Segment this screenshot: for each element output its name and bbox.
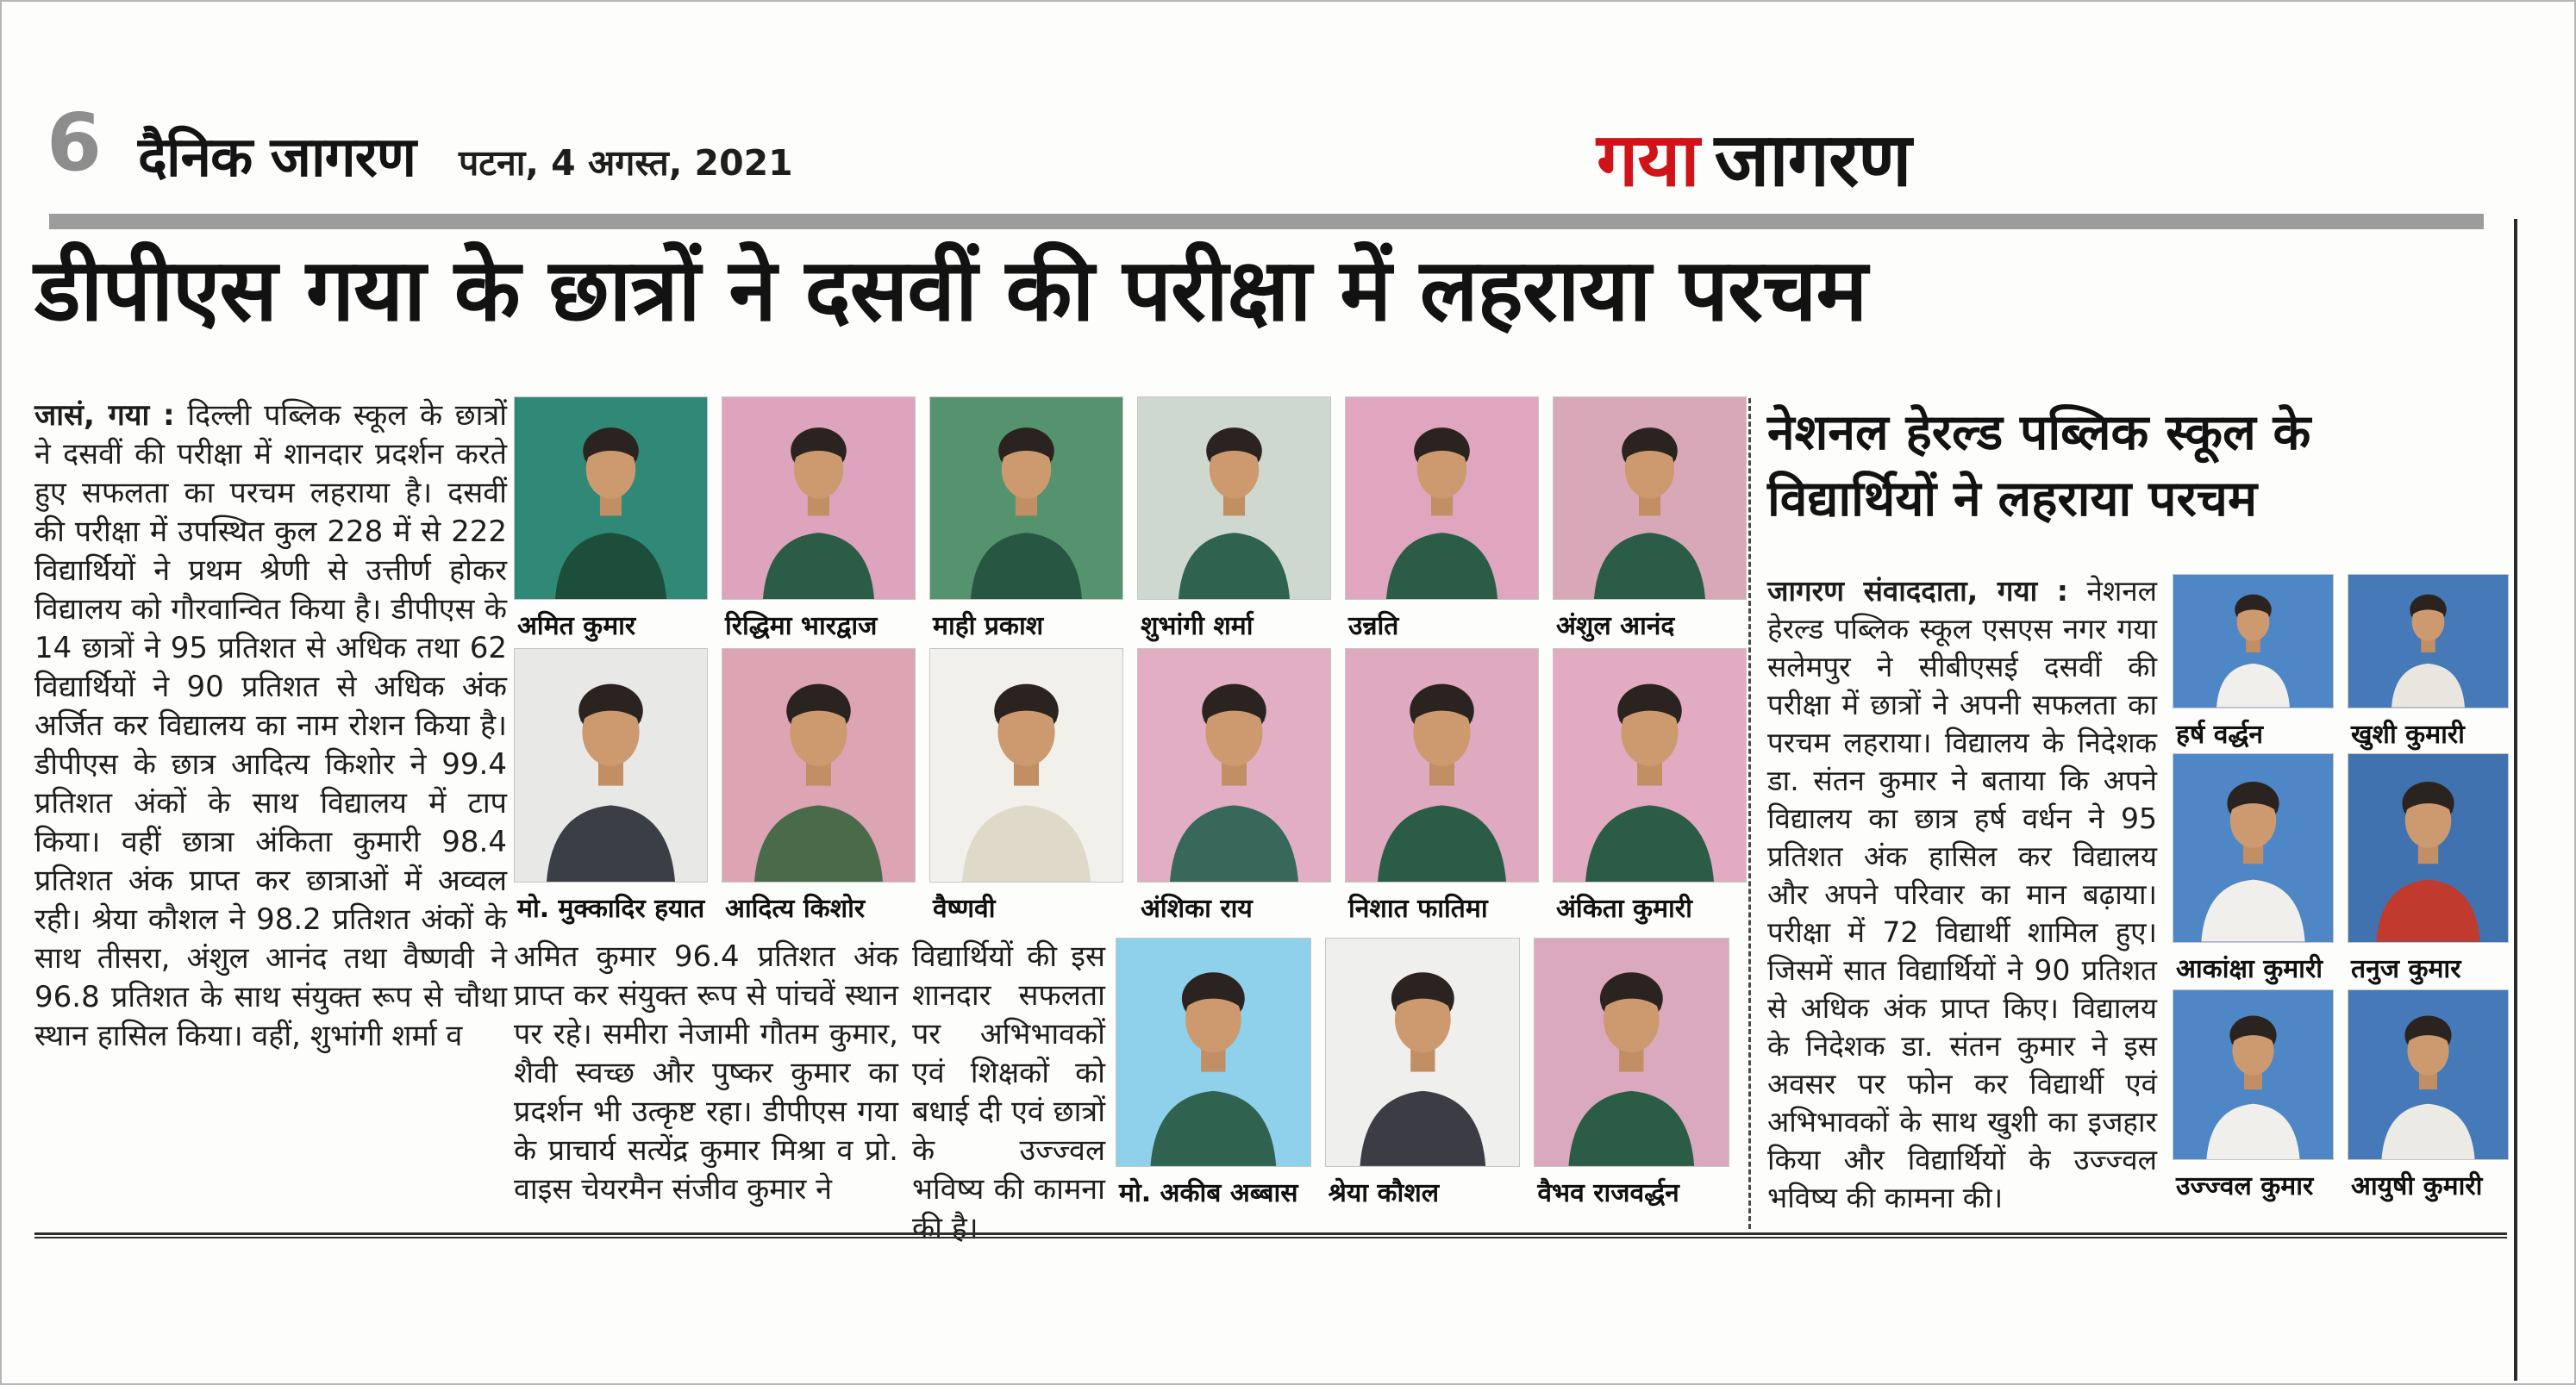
student-photo <box>722 648 916 883</box>
person-silhouette-icon <box>2173 1004 2333 1159</box>
dps-column-1-text: दिल्ली पब्लिक स्कूल के छात्रों ने दसवीं की परीक्षा में शानदार प्रदर्शन करते हुए सफलता का परचम लहराया है। दसवीं की परीक्षा में उपस्थित कुल 228 में से 222 विद्यार्थियों ने प्रथम श्रेणी से उत्तीर्ण होकर विद्यालय को गौरवान्वित किया है। डीपीएस के 14 छात्रों ने 95 प्रतिशत से अधिक तथा 62 विद्यार्थियों ने 90 प्रतिशत से अधिक अंक अर्जित कर विद्यालय का नाम रोशन किया है। डीपीएस के छात्र आदित्य किशोर ने 99.4 प्रतिशत अंकों के साथ विद्यालय में टाप किया। वहीं छात्रा अंकिता कुमारी 98.4 प्रतिशत अंक प्राप्त कर छात्राओं में अव्वल रही। श्रेया कौशल ने 98.2 प्रतिशत अंकों के साथ तीसरा, अंशुल आनंद तथा वैष्णवी ने 96.8 प्रतिशत के साथ संयुक्त रूप से चौथा स्थान हासिल किया। वहीं, शुभांगी शर्मा व <box>34 398 507 1053</box>
student-photo-cell <box>1534 938 1729 1209</box>
student-name: निशात फातिमा <box>1348 894 1488 924</box>
section-logo-red-word: गया <box>1597 117 1699 203</box>
student-name: उज्ज्वल कुमार <box>2176 1171 2314 1201</box>
dps-photo-grid-row-3 <box>1116 938 1729 1209</box>
student-photo <box>1345 396 1539 600</box>
nh-headline-line-1: नेशनल हेरल्ड पब्लिक स्कूल के <box>1767 404 2311 461</box>
student-name: अंशुल आनंद <box>1556 611 1675 641</box>
student-photo <box>2173 989 2334 1160</box>
dps-article-column-2: अमित कुमार 96.4 प्रतिशत अंक प्राप्त कर संयुक्त रूप से पांचवें स्थान पर रहे। समीरा नेजामी गौतम कुमार, शैवी स्वच्छ और पुष्कर कुमार का प्रदर्शन भी उत्कृष्ट रहा। डीपीएस गया के प्राचार्य सत्येंद्र कुमार मिश्रा व प्रो. वाइस चेयरमैन संजीव कुमार ने <box>514 939 898 1207</box>
nh-photo-grid-row-2 <box>2173 753 2509 985</box>
student-photo <box>1345 648 1539 883</box>
person-silhouette-icon <box>930 668 1122 882</box>
nh-body-text: नेशनल हेरल्ड पब्लिक स्कूल एसएस नगर गया सलेमपुर ने सीबीएसई दसवीं की परीक्षा में छात्रों ने अपनी सफलता का परचम लहराया। विद्यालय के निदेशक डा. संतन कुमार ने बताया कि अपने विद्यालय का छात्र हर्ष वर्धन ने 95 प्रतिशत अंक हासिल कर विद्यालय और अपने परिवार का मान बढ़ाया। परीक्षा में 72 विद्यार्थी शामिल हुए। जिसमें सात विद्यार्थियों ने 90 प्रतिशत से अधिक अंक प्राप्त किए। विद्यालय के निदेशक डा. संतन कुमार ने इस अवसर पर फोन कर विद्यार्थी एवं अभिभावकों के साथ खुशी का इजहार किया और विद्यार्थियों के उज्ज्वल भविष्य की कामना की। <box>1767 574 2158 1214</box>
dps-dateline: जासं, गया : <box>34 398 175 433</box>
student-photo <box>1325 938 1521 1167</box>
person-silhouette-icon <box>2348 1004 2508 1159</box>
story-divider-dashed <box>1748 398 1751 1229</box>
newspaper-brand-logo: दैनिक जागरण <box>138 126 416 190</box>
student-photo <box>1137 396 1331 600</box>
dps-article-column-1 <box>34 396 507 1056</box>
student-photo <box>2173 574 2334 708</box>
person-silhouette-icon <box>722 668 915 882</box>
student-photo-cell <box>722 396 916 642</box>
student-name: माही प्रकाश <box>933 611 1044 641</box>
person-silhouette-icon <box>930 414 1122 599</box>
student-photo <box>514 396 708 600</box>
student-photo <box>2173 753 2334 943</box>
student-photo-cell <box>1553 396 1747 642</box>
student-name: वैभव राजवर्द्धन <box>1537 1178 1679 1208</box>
student-photo-cell <box>722 648 916 925</box>
dps-article-column-3: विद्यार्थियों की इस शानदार सफलता पर अभिभावकों एवं शिक्षकों को बधाई दी एवं छात्रों के उज्ज्वल भविष्य की कामना की है। <box>912 939 1105 1245</box>
page-number: 6 <box>47 97 103 189</box>
student-photo-cell <box>1553 648 1747 925</box>
student-photo-cell <box>2173 574 2334 751</box>
nh-article-body <box>1767 572 2157 1217</box>
person-silhouette-icon <box>2173 769 2333 942</box>
student-name: आकांक्षा कुमारी <box>2176 954 2323 984</box>
person-silhouette-icon <box>2348 585 2508 708</box>
student-photo <box>1137 648 1331 883</box>
student-name: अमित कुमार <box>517 611 636 641</box>
person-silhouette-icon <box>1138 668 1330 882</box>
student-photo-cell <box>929 648 1123 925</box>
person-silhouette-icon <box>1554 414 1746 599</box>
student-name: हर्ष वर्द्धन <box>2176 720 2264 750</box>
student-photo <box>929 648 1123 883</box>
student-name: श्रेया कौशल <box>1328 1178 1440 1208</box>
student-name: शुभांगी शर्मा <box>1141 611 1254 641</box>
student-name: आयुषी कुमारी <box>2351 1171 2483 1201</box>
student-photo-cell <box>2348 989 2509 1202</box>
person-silhouette-icon <box>1326 957 1520 1166</box>
student-photo <box>1534 938 1729 1167</box>
person-silhouette-icon <box>722 414 915 599</box>
student-photo-cell <box>2173 989 2334 1202</box>
person-silhouette-icon <box>1116 957 1310 1166</box>
student-photo <box>929 396 1123 600</box>
student-photo <box>1116 938 1311 1167</box>
student-photo <box>2348 574 2509 708</box>
student-photo <box>722 396 916 600</box>
person-silhouette-icon <box>2173 585 2333 708</box>
person-silhouette-icon <box>1535 957 1729 1166</box>
student-photo-cell <box>2348 753 2509 985</box>
student-photo-cell <box>514 648 708 925</box>
student-name: मो. अकीब अब्बास <box>1119 1178 1298 1208</box>
bottom-rule <box>34 1232 2507 1238</box>
person-silhouette-icon <box>1554 668 1746 882</box>
main-headline: डीपीएस गया के छात्रों ने दसवीं की परीक्षा में लहराया परचम <box>34 240 1867 340</box>
dps-photo-grid-row-1 <box>514 396 1747 642</box>
student-photo <box>2348 753 2509 943</box>
person-silhouette-icon <box>515 414 707 599</box>
student-photo-cell <box>1345 396 1539 642</box>
dps-photo-grid-row-2 <box>514 648 1747 925</box>
student-name: तनुज कुमार <box>2351 954 2461 984</box>
student-photo-cell <box>1345 648 1539 925</box>
nh-dateline: जागरण संवाददाता, गया : <box>1767 574 2068 608</box>
person-silhouette-icon <box>1346 414 1538 599</box>
person-silhouette-icon <box>515 668 707 882</box>
student-name: आदित्य किशोर <box>725 894 866 924</box>
student-name: अंशिका राय <box>1141 894 1253 924</box>
student-photo <box>1553 648 1747 883</box>
student-photo-cell <box>1137 396 1331 642</box>
student-photo <box>2348 989 2509 1160</box>
student-photo-cell <box>929 396 1123 642</box>
student-name: वैष्णवी <box>933 894 996 924</box>
edition-dateline: पटना, 4 अगस्त, 2021 <box>459 142 793 184</box>
person-silhouette-icon <box>1138 414 1330 599</box>
section-logo <box>1597 107 1910 208</box>
student-name: उन्नति <box>1348 611 1399 641</box>
person-silhouette-icon <box>1346 668 1538 882</box>
nh-headline-line-2: विद्यार्थियों ने लहराया परचम <box>1767 470 2258 527</box>
student-name: रिद्धिमा भारद्वाज <box>725 611 878 641</box>
student-photo-cell <box>514 396 708 642</box>
nh-photo-grid-row-1 <box>2173 574 2509 751</box>
student-photo <box>514 648 708 883</box>
student-name: अंकिता कुमारी <box>1556 894 1692 924</box>
section-logo-black-word: जागरण <box>1714 117 1911 203</box>
page-edge-rule <box>2514 219 2517 1381</box>
person-silhouette-icon <box>2348 769 2508 942</box>
student-photo-cell <box>2173 753 2334 985</box>
student-name: मो. मुक्कादिर हयात <box>517 894 705 924</box>
student-photo <box>1553 396 1747 600</box>
student-photo-cell <box>1325 938 1521 1209</box>
nh-headline <box>1767 400 2526 533</box>
student-name: खुशी कुमारी <box>2351 720 2465 750</box>
student-photo-cell <box>1137 648 1331 925</box>
student-photo-cell <box>1116 938 1311 1209</box>
student-photo-cell <box>2348 574 2509 751</box>
nh-photo-grid-row-3 <box>2173 989 2509 1202</box>
